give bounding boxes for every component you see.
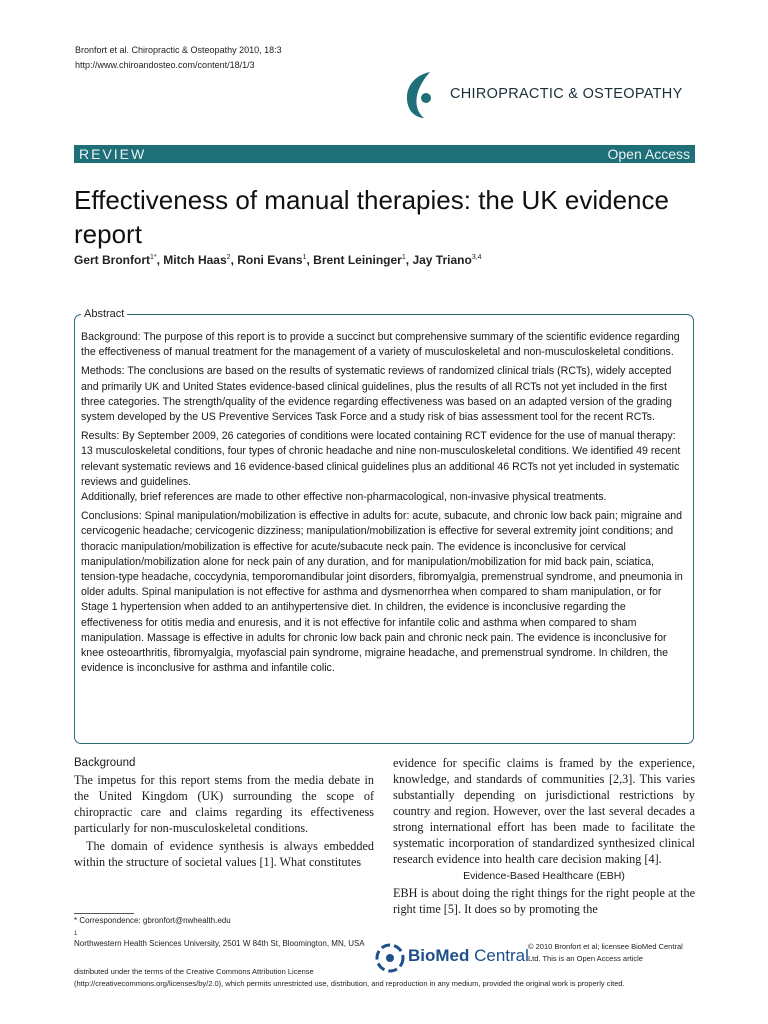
citation-line: Bronfort et al. Chiropractic & Osteopathy 2010, 18:3 bbox=[75, 45, 282, 55]
author-name[interactable]: Roni Evans bbox=[237, 253, 303, 267]
author-affil: 3,4 bbox=[471, 254, 482, 261]
section-label: REVIEW bbox=[79, 146, 147, 162]
publisher-name-bold: BioMed bbox=[408, 946, 470, 965]
article-url[interactable]: http://www.chiroandosteo.com/content/18/1/3 bbox=[75, 60, 255, 70]
body-right-column bbox=[393, 755, 695, 917]
biomed-central-logo-icon bbox=[374, 942, 406, 974]
background-heading: Background bbox=[74, 757, 136, 769]
author-name[interactable]: Gert Bronfort bbox=[74, 253, 150, 267]
article-title: Effectiveness of manual therapies: the UK evidence report bbox=[74, 185, 669, 249]
section-banner bbox=[74, 145, 695, 163]
abstract-results: Results: By September 2009, 26 categories of conditions were located containing RCT evidence for the use of manual therapy: 13 musculoskeletal conditions, four types of chronic headache and nine non-musculoskeletal conditions. We identified 49 recent relevant systematic reviews and 16 evidence-based clinical guidelines plus an additional 46 RCTs not yet included in systematic reviews and guidelines. bbox=[81, 430, 681, 488]
author-name[interactable]: Mitch Haas bbox=[163, 253, 227, 267]
author-list: Gert Bronfort$^{1*}$, Mitch Haas$^2$, Roni Evans$^1$, Brent Leininger$^1$, Jay Triano$^{3,4}$ bbox=[74, 253, 482, 267]
footnote-rule bbox=[74, 913, 134, 914]
journal-logo-icon bbox=[400, 68, 444, 120]
body-left-column bbox=[74, 755, 374, 870]
affiliation-number: 1 bbox=[74, 931, 78, 937]
journal-logo bbox=[400, 68, 700, 120]
license-line: distributed under the terms of the Creative Commons Attribution License bbox=[74, 967, 314, 976]
abstract-background: Background: The purpose of this report is to provide a succinct but comprehensive summary of the scientific evidence regarding the effectiveness of manual treatment for the management of a variety of musculoskeletal and non-musculoskeletal conditions. bbox=[81, 331, 680, 359]
license-line[interactable]: (http://creativecommons.org/licenses/by/2.0), which permits unrestricted use, distribution, and reproduction in any medium, provided the original work is properly cited. bbox=[74, 979, 625, 988]
author-affil: 2 bbox=[226, 254, 231, 261]
ebh-heading: Evidence-Based Healthcare (EBH) bbox=[463, 870, 625, 882]
biomed-central-logo bbox=[374, 940, 529, 974]
publisher-name bbox=[408, 946, 529, 966]
author-affil: 1 bbox=[401, 254, 406, 261]
abstract-methods: Methods: The conclusions are based on the results of systematic reviews of randomized clinical trials (RCTs), widely accepted and primarily UK and United States evidence-based clinical guidelines, plus the results of all RCTs not yet included in the first three categories. The strength/quality of the evidence regarding effectiveness was based on an adapted version of the grading system developed by the US Preventive Services Task Force and a study risk of bias assessment tool for the recent RCTs. bbox=[81, 365, 672, 424]
author-name[interactable]: Jay Triano bbox=[412, 253, 472, 267]
body-paragraph: EBH is about doing the right things for the right people at the right time [5]. It does so by promoting the bbox=[393, 886, 695, 916]
abstract-label: Abstract bbox=[81, 308, 127, 320]
affiliation: Northwestern Health Sciences University, 2501 W 84th St, Bloomington, MN, USA bbox=[74, 939, 365, 948]
abstract-additionally: Additionally, brief references are made to other effective non-pharmacological, non-invasive physical treatments. bbox=[81, 491, 607, 504]
open-access-label: Open Access bbox=[607, 146, 690, 162]
author-affil: 1* bbox=[150, 254, 157, 261]
citation-block bbox=[75, 43, 282, 73]
correspondence[interactable]: * Correspondence: gbronfort@nwhealth.edu bbox=[74, 916, 231, 925]
body-paragraph: evidence for specific claims is framed by the experience, knowledge, and standards of communities [2,3]. This varies substantially depending on jurisdictional restrictions by country and region. However, over the last several decades a strong international effort has been made to facilitate the systematic incorporation of standardized synthesized clinical research evidence into health care decision making [4]. bbox=[393, 756, 695, 866]
body-paragraph: The domain of evidence synthesis is always embedded within the structure of societal values [1]. What constitutes bbox=[74, 839, 374, 869]
author-affil: 1 bbox=[302, 254, 307, 261]
copyright-notice: © 2010 Bronfort et al; licensee BioMed Central Ltd. This is an Open Access article bbox=[528, 942, 683, 963]
body-paragraph: The impetus for this report stems from the media debate in the United Kingdom (UK) surrounding the scope of chiropractic care and claims regarding its effectiveness particularly for non-musculoskeletal conditions. bbox=[74, 773, 374, 835]
journal-name: CHIROPRACTIC & OSTEOPATHY bbox=[450, 86, 683, 102]
publisher-name-rest: Central bbox=[469, 946, 529, 965]
author-name[interactable]: Brent Leininger bbox=[313, 253, 402, 267]
abstract-conclusions: Conclusions: Spinal manipulation/mobilization is effective in adults for: acute, subacute, and chronic low back pain; migraine and cervicogenic headache; cervicogenic dizziness; manipulation/mobilization is effective for several extremity joint conditions; and thoracic manipulation/mobilization is effective for acute/subacute neck pain. The evidence is inconclusive for cervical manipulation/mobilization alone for neck pain of any duration, and for manipulation/mobilization for mid back pain, sciatica, tension-type headache, coccydynia, temporomandibular joint disorders, fibromyalgia, premenstrual syndrome, and pneumonia in older adults. Spinal manipulation is not effective for asthma and dysmenorrhea when compared to sham manipulation, or for Stage 1 hypertension when added to an antihypertensive diet. In children, the evidence is inconclusive regarding the effectiveness for otitis media and enuresis, and it is not effective for infantile colic and asthma when compared to sham manipulation. Massage is effective in adults for chronic low back pain and chronic neck pain. The evidence is inconclusive for knee osteoarthritis, fibromyalgia, myofascial pain syndrome, migraine headache, and premenstrual syndrome. In children, the evidence is inconclusive for asthma and infantile colic. bbox=[81, 510, 683, 675]
abstract-text bbox=[81, 330, 689, 746]
